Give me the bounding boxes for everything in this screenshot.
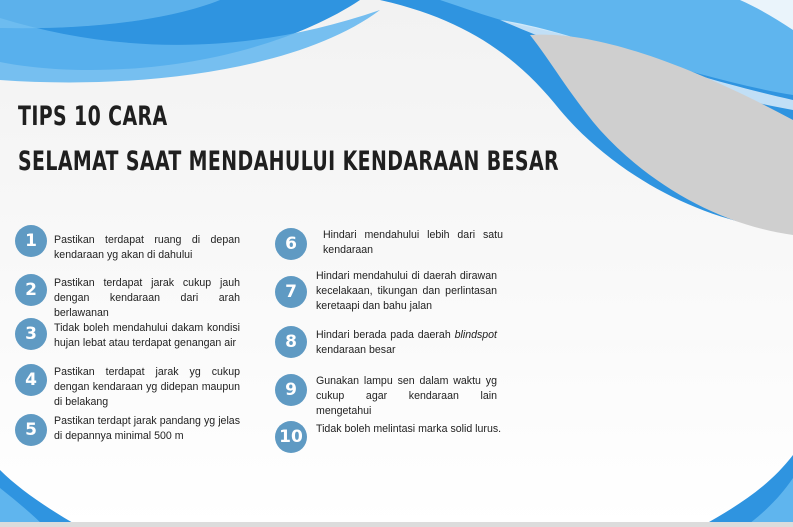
tip-number-badge: 4 bbox=[15, 364, 47, 396]
tip-number-badge: 3 bbox=[15, 318, 47, 350]
tip-text-part: kendaraan besar bbox=[316, 344, 396, 356]
tip-number-badge: 8 bbox=[275, 326, 307, 358]
tip-number-badge: 1 bbox=[15, 225, 47, 257]
tip-text: Pastikan terdapat jarak yg cukup dengan kendaraan yg didepan maupun di belakang bbox=[54, 366, 240, 408]
tip-text-part: Hindari berada pada daerah bbox=[316, 329, 455, 341]
title-line-1: TIPS 10 CARA bbox=[18, 101, 168, 132]
tip-number-badge: 2 bbox=[15, 274, 47, 306]
tip-text: Gunakan lampu sen dalam waktu yg cukup agar kendaraan lain mengetahui bbox=[316, 375, 497, 417]
tip-text: Pastikan terdapat ruang di depan kendaraan yg akan di dahului bbox=[54, 234, 240, 261]
tip-text bbox=[316, 328, 497, 358]
tip-number-badge: 6 bbox=[275, 228, 307, 260]
tip-text: Hindari mendahului di daerah dirawan kecelakaan, tikungan dan perlintasan keretaapi dan bahu jalan bbox=[316, 270, 497, 312]
tip-text: Hindari mendahului lebih dari satu kendaraan bbox=[323, 229, 503, 256]
tip-number-badge: 5 bbox=[15, 414, 47, 446]
tip-number-badge: 10 bbox=[275, 421, 307, 453]
tip-text: Tidak boleh mendahului dakam kondisi hujan lebat atau terdapat genangan air bbox=[54, 322, 240, 349]
tip-number-badge: 9 bbox=[275, 374, 307, 406]
tip-text-italic: blindspot bbox=[454, 329, 497, 341]
tip-number-badge: 7 bbox=[275, 276, 307, 308]
tip-text: Pastikan terdapt jarak pandang yg jelas di depannya minimal 500 m bbox=[54, 415, 240, 442]
title-line-2: SELAMAT SAAT MENDAHULUI KENDARAAN BESAR bbox=[18, 146, 559, 177]
tip-text: Tidak boleh melintasi marka solid lurus. bbox=[316, 423, 502, 435]
tip-text: Pastikan terdapat jarak cukup jauh dengan kendaraan dari arah berlawanan bbox=[54, 277, 240, 319]
